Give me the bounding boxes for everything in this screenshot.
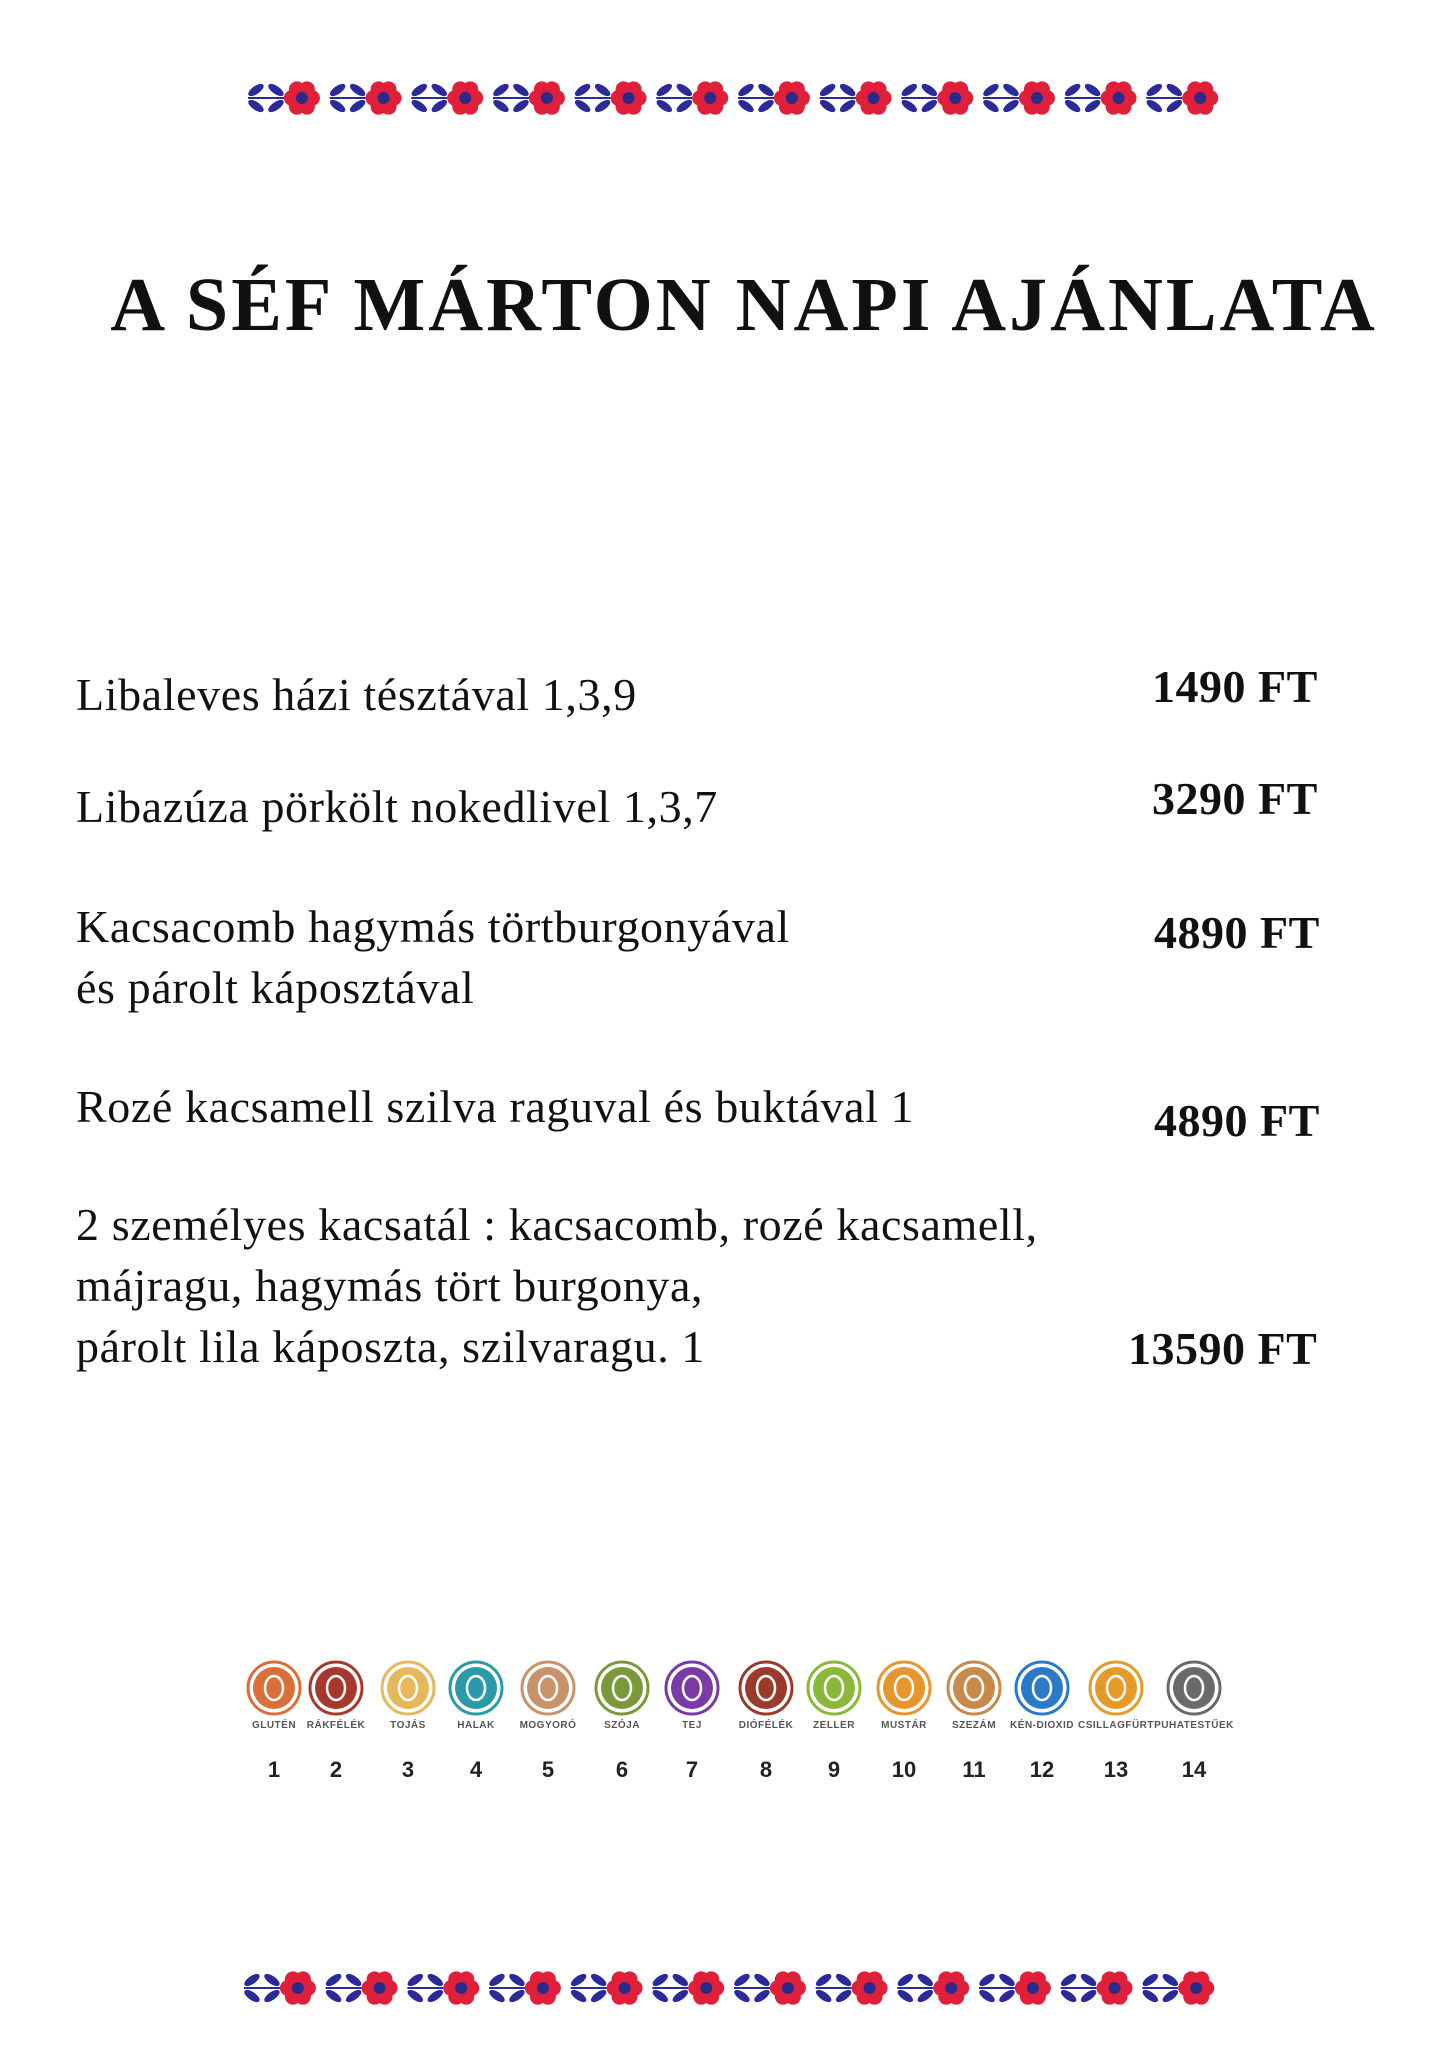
leaf-sprig-icon <box>487 1972 526 2005</box>
leaf-sprig-icon <box>1141 1972 1180 2005</box>
allergen-number: 6 <box>615 1757 629 1782</box>
celery-icon <box>806 1660 862 1716</box>
egg-icon <box>380 1660 436 1716</box>
menu-item-text: Rozé kacsamell szilva raguval és buktával 1 <box>76 1081 915 1132</box>
menu-item-text: 2 személyes kacsatál : kacsacomb, rozé kacsamell, <box>76 1199 1038 1250</box>
menu-item-text: Kacsacomb hagymás törtburgonyával <box>76 901 790 952</box>
flower-icon <box>937 81 973 114</box>
allergen-label: SZÓJA <box>604 1720 640 1731</box>
leaf-sprig-icon <box>491 82 530 115</box>
leaf-sprig-icon <box>1063 82 1102 115</box>
allergen-label: ZELLER <box>813 1720 855 1731</box>
folk-border-top <box>248 74 1228 122</box>
menu-item-text: májragu, hagymás tört burgonya, <box>76 1260 704 1311</box>
menu-item-text: Libaleves házi tésztával 1,3,9 <box>76 669 637 720</box>
fish-icon <box>448 1660 504 1716</box>
menu-item-4 <box>76 1076 914 1137</box>
allergen-number: 14 <box>1181 1757 1207 1782</box>
flower-icon <box>529 81 565 114</box>
allergen-number: 13 <box>1103 1757 1129 1782</box>
allergen-label: KÉN-DIOXID <box>1010 1720 1074 1731</box>
flower-icon <box>366 81 402 114</box>
flower-icon <box>611 81 647 114</box>
menu-item-text: és párolt káposztával <box>76 962 475 1013</box>
soy-icon <box>594 1660 650 1716</box>
allergen-number: 9 <box>827 1757 841 1782</box>
flower-icon <box>1101 81 1137 114</box>
sesame-icon <box>946 1660 1002 1716</box>
allergen-number: 8 <box>759 1757 773 1782</box>
allergen-label: MUSTÁR <box>881 1720 927 1731</box>
menu-item-text: párolt lila káposzta, szilvaragu. 1 <box>76 1321 706 1372</box>
sulphite-icon <box>1014 1660 1070 1716</box>
allergen-number: 11 <box>962 1757 986 1782</box>
allergen-number: 3 <box>401 1757 415 1782</box>
leaf-sprig-icon <box>981 82 1020 115</box>
flower-icon <box>1097 1971 1133 2004</box>
flower-icon <box>1178 1971 1214 2004</box>
leaf-sprig-icon <box>406 1972 445 2005</box>
flower-icon <box>284 81 320 114</box>
leaf-sprig-icon <box>732 1972 771 2005</box>
leaf-sprig-icon <box>328 82 367 115</box>
allergen-number: 7 <box>685 1757 699 1782</box>
flower-icon <box>1182 81 1218 114</box>
menu-item-2 <box>76 776 718 837</box>
mustard-icon <box>876 1660 932 1716</box>
leaf-sprig-icon <box>569 1972 608 2005</box>
flower-icon <box>443 1971 479 2004</box>
flower-icon <box>280 1971 316 2004</box>
menu-item-text: Libazúza pörkölt nokedlivel 1,3,7 <box>76 781 718 832</box>
flower-icon <box>692 81 728 114</box>
flower-icon <box>852 1971 888 2004</box>
allergen-legend <box>240 1660 1260 1800</box>
flower-icon <box>447 81 483 114</box>
flower-icon <box>607 1971 643 2004</box>
leaf-sprig-icon <box>248 82 286 115</box>
menu-item-price: 1490 FT <box>1152 661 1318 712</box>
leaf-sprig-icon <box>651 1972 690 2005</box>
flower-icon <box>770 1971 806 2004</box>
flower-icon <box>1019 81 1055 114</box>
allergen-label: TOJÁS <box>390 1720 426 1731</box>
shrimp-icon <box>308 1660 364 1716</box>
menu-item-3 <box>76 896 790 1018</box>
menu-item-price: 4890 FT <box>1154 1095 1320 1146</box>
leaf-sprig-icon <box>896 1972 935 2005</box>
page-title: A SÉF MÁRTON NAPI AJÁNLATA <box>110 263 1378 347</box>
flower-icon <box>688 1971 724 2004</box>
allergen-number: 5 <box>541 1757 555 1782</box>
allergen-label: CSILLAGFÜRT <box>1077 1720 1155 1731</box>
allergen-number: 4 <box>469 1757 483 1782</box>
leaf-sprig-icon <box>818 82 857 115</box>
milk-icon <box>664 1660 720 1716</box>
lupin-icon <box>1088 1660 1144 1716</box>
shell-icon <box>1166 1660 1222 1716</box>
allergen-label: SZEZÁM <box>951 1720 997 1731</box>
leaf-sprig-icon <box>324 1972 363 2005</box>
allergen-label: HALAK <box>457 1720 495 1731</box>
allergen-label: GLUTÉN <box>251 1720 297 1731</box>
allergen-number: 10 <box>891 1757 917 1782</box>
flower-icon <box>933 1971 969 2004</box>
leaf-sprig-icon <box>1059 1972 1098 2005</box>
flower-icon <box>774 81 810 114</box>
leaf-sprig-icon <box>655 82 694 115</box>
peanut-icon <box>520 1660 576 1716</box>
leaf-sprig-icon <box>244 1972 282 2005</box>
leaf-sprig-icon <box>1145 82 1184 115</box>
wheat-icon <box>246 1660 302 1716</box>
leaf-sprig-icon <box>736 82 775 115</box>
allergen-label: MOGYORÓ <box>519 1720 577 1731</box>
menu-item-price: 3290 FT <box>1152 773 1318 824</box>
menu-item-1 <box>76 664 637 725</box>
flower-icon <box>362 1971 398 2004</box>
allergen-number: 12 <box>1029 1757 1055 1782</box>
nut-icon <box>738 1660 794 1716</box>
leaf-sprig-icon <box>900 82 939 115</box>
allergen-number: 1 <box>267 1757 281 1782</box>
leaf-sprig-icon <box>977 1972 1016 2005</box>
allergen-item <box>1154 1660 1234 1783</box>
allergen-label: TEJ <box>682 1720 702 1731</box>
menu-item-price: 13590 FT <box>1128 1323 1318 1374</box>
allergen-number: 2 <box>329 1757 343 1782</box>
flower-icon <box>525 1971 561 2004</box>
allergen-label: DIÓFÉLÉK <box>738 1720 794 1731</box>
leaf-sprig-icon <box>814 1972 853 2005</box>
folk-border-bottom <box>244 1964 1224 2012</box>
allergen-label: RÁKFÉLÉK <box>306 1720 366 1731</box>
menu-item-price: 4890 FT <box>1154 907 1320 958</box>
menu-item-5 <box>76 1194 1038 1377</box>
allergen-label: PUHATESTŰEK <box>1154 1720 1234 1731</box>
flower-icon <box>1015 1971 1051 2004</box>
leaf-sprig-icon <box>573 82 612 115</box>
flower-icon <box>856 81 892 114</box>
leaf-sprig-icon <box>410 82 449 115</box>
